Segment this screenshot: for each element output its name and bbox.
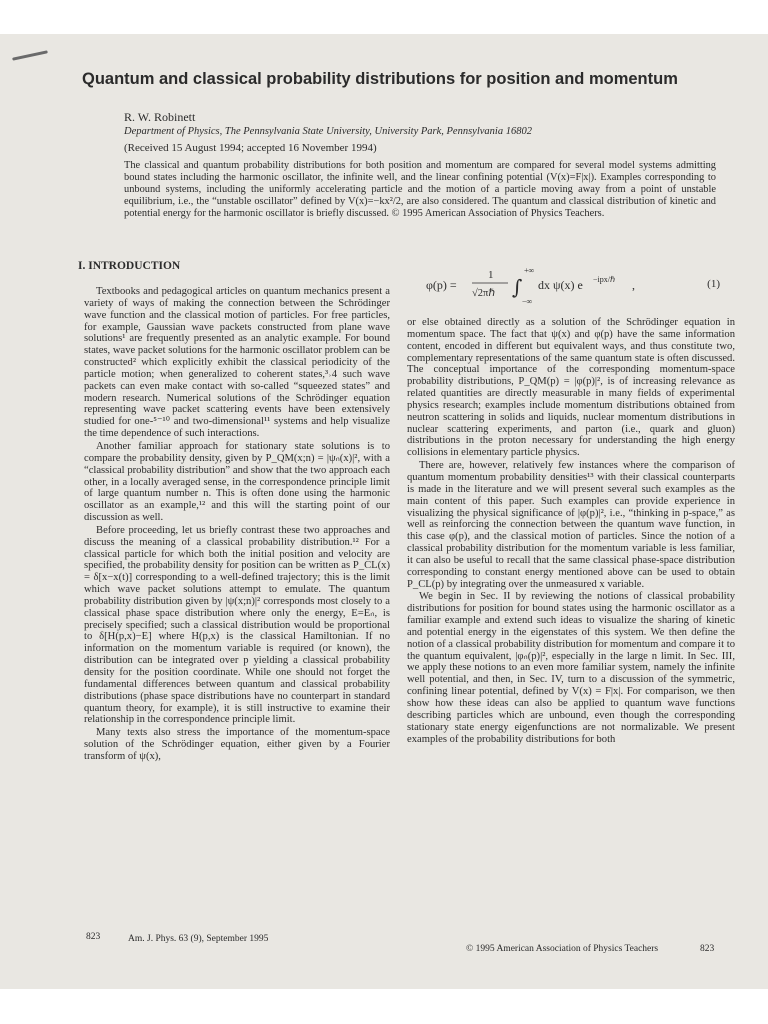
abstract: The classical and quantum probability distributions for both position and momentum are compared for several model systems admitting bound states including the harmonic oscillator, the infinite well, and the linear confining potential (V(x)=F|x|). Examples corresponding to unbound systems, including the uniformly accelerating particle and the motion of a particle moving away from a point of unstable equilibrium, i.e., the “unstable oscillator” defined by V(x)=−kx²/2, are also considered. The quantum and classical distribution of kinetic and potential energy for the harmonic oscillator is briefly discussed. © 1995 American Association of Physics Teachers.: [124, 160, 716, 220]
left-column: [84, 286, 390, 763]
equation-integrand: dx ψ(x) e: [538, 278, 583, 292]
equation-number: (1): [707, 278, 720, 290]
copyright-notice: © 1995 American Association of Physics Teachers: [466, 944, 659, 954]
equation-graphic: [426, 264, 666, 306]
paragraph: We begin in Sec. II by reviewing the notions of classical probability distributions for position for bound states using the harmonic oscillator as a familiar example and extend such ideas to visualize the sharing of kinetic and potential energy in the eigenstates of this system. We then define the notion of a classical probability distribution for momentum and compare it to the quantum equivalent, |φₙ(p)|², especially in the large n limit. In Sec. III, we apply these notions to an even more familiar system, namely the infinite well potential, and then, in Sec. IV, turn to a discussion of the symmetric, confining linear potential, defined by V(x) = F|x|. For comparison, we then show how these ideas can also be applied to quantum wave functions describing particles which are unbound, even though the corresponding stationary state energy eigenfunctions are not normalizable. We present examples of the probability distributions for both: [407, 591, 735, 745]
equation-lower-limit: −∞: [522, 297, 533, 306]
page-number-left: 823: [86, 932, 101, 942]
pen-mark: [12, 50, 48, 60]
author-affiliation: Department of Physics, The Pennsylvania State University, University Park, Pennsylvania 16802: [124, 126, 532, 137]
paragraph: There are, however, relatively few instances where the comparison of quantum momentum probability densities¹³ with their classical counterparts is made in the literature and we will present several such examples as the main content of this paper. Such examples can provide experience in visualizing the physical significance of |φ(p)|², i.e., “thinking in p-space,” as well as reinforcing the connection between the quantum wave function, in this case φ(p), and the classical motion of particles. Since the notion of a classical probability distribution for the momentum variable is less familiar, it can also be useful to recall that the same classical phase-space distribution corresponding to constant energy mentioned above can be used to obtain P_CL(p) by integrating over the unmeasured x variable.: [407, 460, 735, 590]
page-number-right: 823: [700, 944, 715, 954]
equation-denominator: √2πℏ: [472, 288, 495, 299]
equation-exponent: −ipx/ℏ: [593, 275, 616, 284]
article-title: Quantum and classical probability distributions for position and momentum: [82, 70, 678, 88]
section-heading: I. INTRODUCTION: [78, 260, 181, 272]
received-dates: (Received 15 August 1994; accepted 16 November 1994): [124, 142, 377, 154]
equation-upper-limit: +∞: [524, 266, 535, 275]
paragraph: Textbooks and pedagogical articles on quantum mechanics present a variety of ways of making the connection between the Schrödinger wave function and the classical motion of particles. For free particles, for example, Gaussian wave packets constructed from plane wave solutions¹ are frequently presented as an analytic example. For bound states, wave packet solutions for the harmonic oscillator problem can be constructed² which explicitly exhibit the classical periodicity of the particle motion; when generalized to coherent states,³˒4 such wave packets can even make contact with so-called “squeezed states” and modern research. Numerical solutions of the Schrödinger equation representing wave packet scattering events have been extensively studied for one-⁵⁻¹⁰ and two-dimensional¹¹ systems and help visualize the time dependence of such interactions.: [84, 286, 390, 440]
equation-numerator: 1: [488, 269, 494, 281]
paragraph: or else obtained directly as a solution of the Schrödinger equation in momentum space. The fact that ψ(x) and φ(p) have the same information content, encoded in different but equivalent ways, and thus constitute two, complementary representations of the same quantum state is often discussed. The conceptual importance of the corresponding momentum-space probability distributions, P_QM(p) = |φ(p)|², is of increasing relevance as related quantities are directly measurable in many fields of experimental physics research; examples include momentum distributions obtained from neutron scattering in solids and liquids, nuclear momentum distributions in nuclear scattering experiments, and parton (i.e., quark and gluon) distributions in the proton necessary for understanding the high energy collisions in elementary particle physics.: [407, 317, 735, 459]
paragraph: Before proceeding, let us briefly contrast these two approaches and discuss the meaning of a classical probability distribution.¹² For a classical particle for which both the initial position and velocity are specified, the probability density for position can be written as P_CL(x) = δ[x−x(t)] corresponding to a well-defined trajectory; this is the limit which wave packet solutions attempt to emulate. The quantum probability distribution given by |ψ(x;n)|² corresponds most closely to a classical phase space distribution where only the energy, E=Eₙ, is precisely specified; such a classical distribution would be proportional to δ[H(p,x)−E] where H(p,x) is the classical Hamiltonian. If no information on the momentum variable is required (or known), the distribution can be integrated over p yielding a classical probability density for the position coordinate. While one should not forget the fundamental differences between quantum and classical probability distributions (phase space distributions have no counterpart in standard quantum theory, for example), it is still instructive to examine their relationship in the correspondence principle limit.: [84, 524, 390, 726]
author-name: R. W. Robinett: [124, 110, 196, 124]
paragraph: Many texts also stress the importance of the momentum-space solution of the Schrödinger equation, either given by a Fourier transform of ψ(x),: [84, 727, 390, 762]
integral-sign: ∫: [512, 275, 523, 299]
paper-page: [0, 34, 768, 989]
equation-lhs: φ(p) =: [426, 278, 457, 292]
equation-trailing: ,: [632, 278, 635, 292]
paragraph: Another familiar approach for stationary state solutions is to compare the probability density, given by P_QM(x;n) = |ψₙ(x)|², with a “classical probability distribution” and show that the two approach each other, in a locally averaged sense, in the correspondence principle limit of large quantum number n. This is often done using the harmonic oscillator as an example,¹² and this will the starting point of our discussion as well.: [84, 440, 390, 524]
journal-citation: Am. J. Phys. 63 (9), September 1995: [128, 934, 269, 944]
equation-1: [400, 264, 730, 306]
right-column: [407, 317, 735, 745]
